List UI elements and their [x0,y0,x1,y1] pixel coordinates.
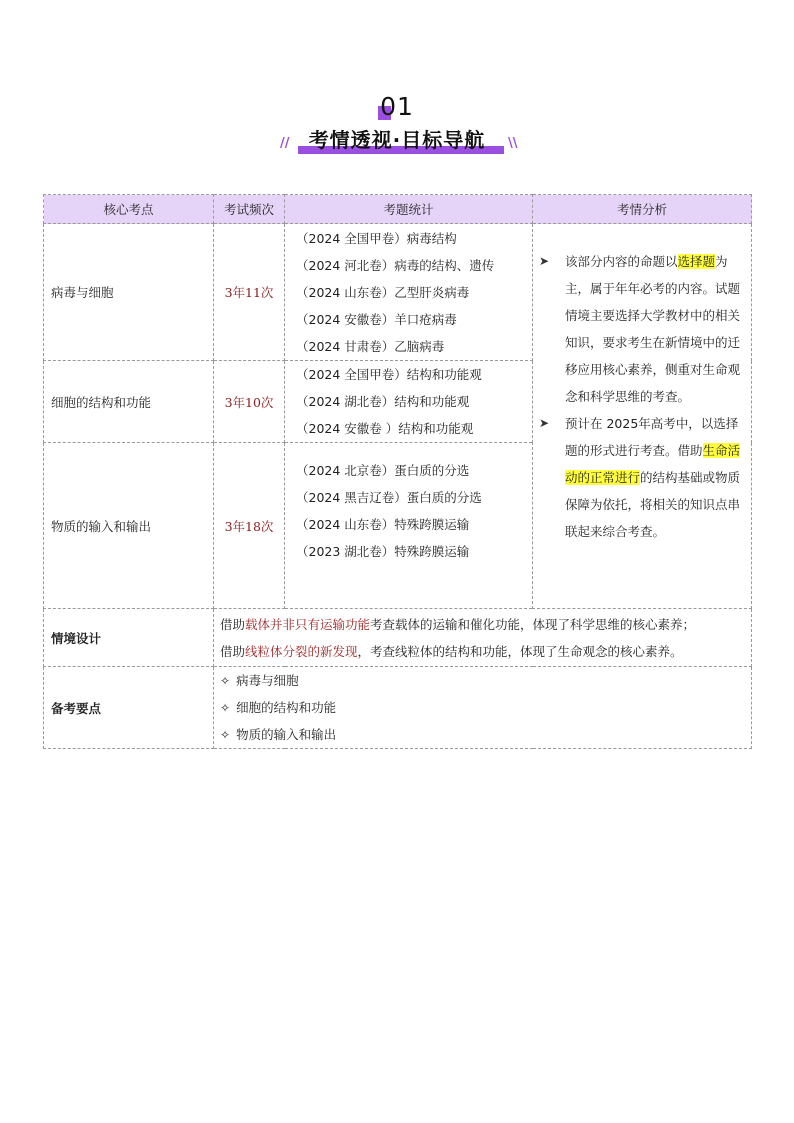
scenario-label: 情境设计 [44,609,214,667]
topic-cell: 物质的输入和输出 [44,443,214,609]
scenario-line [220,611,751,638]
highlight-text: 选择题 [677,254,716,269]
stats-cell [285,443,533,609]
emphasis-text: 线粒体分裂的新发现 [245,643,358,659]
arrow-bullet-icon: ➤ [539,416,550,430]
prep-row [44,667,752,749]
emphasis-text: 载体并非只有运输功能 [245,616,371,632]
scenario-cell [214,609,752,667]
stat-line: （2024 山东卷）特殊跨膜运输 [296,517,470,532]
stat-line: （2024 河北卷）病毒的结构、遗传 [296,257,495,273]
right-slash-icon: \\ [508,136,518,151]
prep-label: 备考要点 [44,667,214,749]
section-number: 01 [380,92,414,121]
arrow-bullet-icon: ➤ [539,254,550,268]
stat-line: （2024 山东卷）乙型肝炎病毒 [296,284,470,300]
diamond-outline-icon: ✧ [220,674,231,688]
section-header [0,88,794,168]
prep-item [214,694,751,721]
stat-line: （2024 全国甲卷）病毒结构 [296,230,457,246]
scenario-line [220,638,751,665]
stat-line: （2024 全国甲卷）结构和功能观 [296,367,482,382]
scenario-text: 借助 [220,616,246,632]
scenario-text: 借助 [220,643,246,659]
prep-item-text: 物质的输入和输出 [236,727,337,742]
analysis-text: 该部分内容的命题以 [565,254,678,269]
stat-line: （2023 湖北卷）特殊跨膜运输 [296,544,470,559]
table-header-row [44,195,752,224]
scenario-row [44,609,752,667]
header-stats: 考题统计 [285,195,533,224]
scenario-text: 考查载体的运输和催化功能，体现了科学思维的核心素养； [370,616,696,632]
analysis-cell [533,224,752,609]
analysis-paragraph [539,248,743,410]
left-slash-icon: // [280,136,290,151]
frequency-cell: 3年10次 [214,361,285,443]
prep-item-text: 细胞的结构和功能 [236,700,337,715]
stat-line: （2024 黑吉辽卷）蛋白质的分选 [296,490,482,505]
header-topic: 核心考点 [44,195,214,224]
topic-cell: 细胞的结构和功能 [44,361,214,443]
prep-item [214,721,751,748]
highlight-text: 生命活动的正常进行 [565,443,741,485]
frequency-cell: 3年18次 [214,443,285,609]
stats-cell [285,361,533,443]
frequency-cell: 3年11次 [214,224,285,361]
stats-cell [285,224,533,361]
diamond-outline-icon: ✧ [220,701,231,715]
scenario-text: ，考查线粒体的结构和功能，体现了生命观念的核心素养。 [357,643,683,659]
stat-line: （2024 湖北卷）结构和功能观 [296,394,470,409]
analysis-paragraph [539,410,743,545]
analysis-text: 为主，属于年年必考的内容。试题情境主要选择大学教材中的相关知识，要求考生在新情境中的迁移应用核心素养，侧重对生命观念和科学思维的考查。 [565,254,741,404]
topic-cell: 病毒与细胞 [44,224,214,361]
analysis-text: 的结构基础或物质保障为依托，将相关的知识点串联起来综合考查。 [565,470,741,539]
stat-line: （2024 安徽卷 ）结构和功能观 [296,421,474,436]
prep-cell [214,667,752,749]
prep-item-text: 病毒与细胞 [236,673,299,688]
prep-item [214,667,751,694]
stat-line: （2024 安徽卷）羊口疮病毒 [296,311,457,327]
header-frequency: 考试频次 [214,195,285,224]
analysis-text: 预计在 2025年高考中，以选择题的形式进行考查。借助 [565,416,739,458]
header-analysis: 考情分析 [533,195,752,224]
diamond-outline-icon: ✧ [220,728,231,742]
section-title: 考情透视·目标导航 [308,128,486,152]
table-row [44,224,752,361]
stat-line: （2024 甘肃卷）乙脑病毒 [296,338,445,354]
exam-analysis-table [43,194,752,749]
stat-line: （2024 北京卷）蛋白质的分选 [296,463,470,478]
